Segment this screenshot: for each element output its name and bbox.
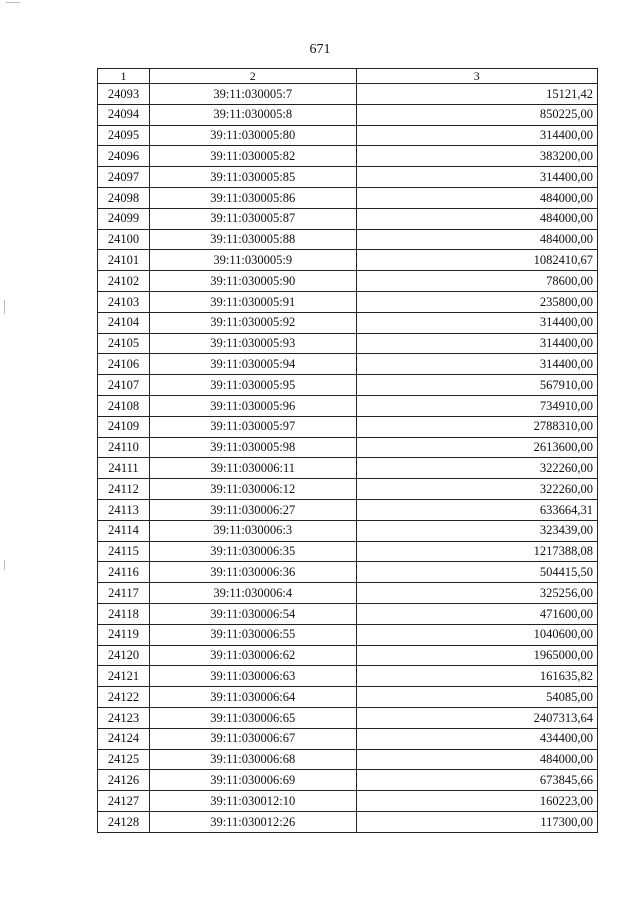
table-row [98, 437, 598, 458]
cadastral-value: 161635,82 [356, 666, 597, 687]
table-row [98, 125, 598, 146]
cadastral-value: 322260,00 [356, 479, 597, 500]
row-number: 24120 [98, 645, 150, 666]
header-row [98, 69, 598, 84]
cadastral-number: 39:11:030005:94 [149, 354, 356, 375]
row-number: 24124 [98, 728, 150, 749]
cadastral-value: 235800,00 [356, 291, 597, 312]
table-row [98, 749, 598, 770]
table-row [98, 728, 598, 749]
table-row [98, 84, 598, 105]
row-number: 24125 [98, 749, 150, 770]
row-number: 24117 [98, 583, 150, 604]
row-number: 24102 [98, 271, 150, 292]
cadastral-number: 39:11:030005:9 [149, 250, 356, 271]
cadastral-value: 322260,00 [356, 458, 597, 479]
cadastral-number: 39:11:030006:64 [149, 687, 356, 708]
row-number: 24114 [98, 520, 150, 541]
table-row [98, 499, 598, 520]
cadastral-number: 39:11:030006:3 [149, 520, 356, 541]
cadastral-value: 314400,00 [356, 333, 597, 354]
table-row [98, 333, 598, 354]
table-row [98, 187, 598, 208]
cadastral-value: 314400,00 [356, 354, 597, 375]
row-number: 24099 [98, 208, 150, 229]
cadastral-number: 39:11:030006:65 [149, 707, 356, 728]
cadastral-number: 39:11:030005:95 [149, 375, 356, 396]
cadastral-number: 39:11:030006:35 [149, 541, 356, 562]
table-row [98, 687, 598, 708]
table-row [98, 271, 598, 292]
cadastral-number: 39:11:030005:86 [149, 187, 356, 208]
table-row [98, 541, 598, 562]
cadastral-number: 39:11:030006:12 [149, 479, 356, 500]
row-number: 24128 [98, 811, 150, 832]
table-row [98, 146, 598, 167]
cadastral-number: 39:11:030005:85 [149, 167, 356, 188]
row-number: 24108 [98, 395, 150, 416]
cadastral-value: 484000,00 [356, 749, 597, 770]
cadastral-number: 39:11:030006:69 [149, 770, 356, 791]
table-row [98, 354, 598, 375]
cadastral-value: 160223,00 [356, 791, 597, 812]
scan-mark [4, 560, 5, 570]
cadastral-value: 504415,50 [356, 562, 597, 583]
row-number: 24095 [98, 125, 150, 146]
table-row [98, 583, 598, 604]
scan-mark [4, 300, 5, 314]
cadastral-value: 1082410,67 [356, 250, 597, 271]
cadastral-number: 39:11:030005:90 [149, 271, 356, 292]
cadastral-number: 39:11:030006:27 [149, 499, 356, 520]
row-number: 24111 [98, 458, 150, 479]
cadastral-number: 39:11:030006:67 [149, 728, 356, 749]
cadastral-number: 39:11:030006:62 [149, 645, 356, 666]
row-number: 24113 [98, 499, 150, 520]
table-row [98, 645, 598, 666]
cadastral-number: 39:11:030012:26 [149, 811, 356, 832]
table-row [98, 229, 598, 250]
cadastral-value: 471600,00 [356, 603, 597, 624]
cadastral-value: 1965000,00 [356, 645, 597, 666]
table-row [98, 811, 598, 832]
cadastral-value: 673845,66 [356, 770, 597, 791]
cadastral-value: 2788310,00 [356, 416, 597, 437]
cadastral-value: 484000,00 [356, 187, 597, 208]
row-number: 24122 [98, 687, 150, 708]
row-number: 24126 [98, 770, 150, 791]
cadastral-value: 323439,00 [356, 520, 597, 541]
row-number: 24097 [98, 167, 150, 188]
table-row [98, 167, 598, 188]
cadastral-value: 850225,00 [356, 104, 597, 125]
cadastral-number: 39:11:030005:97 [149, 416, 356, 437]
table-body [98, 84, 598, 833]
cadastral-value: 325256,00 [356, 583, 597, 604]
row-number: 24118 [98, 603, 150, 624]
table-row [98, 603, 598, 624]
cadastral-number: 39:11:030005:91 [149, 291, 356, 312]
cadastral-value: 54085,00 [356, 687, 597, 708]
row-number: 24109 [98, 416, 150, 437]
table-row [98, 395, 598, 416]
row-number: 24098 [98, 187, 150, 208]
table-header [98, 69, 598, 84]
cadastral-number: 39:11:030005:96 [149, 395, 356, 416]
table-row [98, 291, 598, 312]
cadastral-value: 383200,00 [356, 146, 597, 167]
row-number: 24127 [98, 791, 150, 812]
cadastral-value: 567910,00 [356, 375, 597, 396]
cadastral-value: 734910,00 [356, 395, 597, 416]
table-row [98, 707, 598, 728]
cadastral-value: 78600,00 [356, 271, 597, 292]
cadastral-value: 314400,00 [356, 312, 597, 333]
cadastral-number: 39:11:030005:88 [149, 229, 356, 250]
column-header-1: 1 [98, 69, 150, 84]
row-number: 24103 [98, 291, 150, 312]
row-number: 24116 [98, 562, 150, 583]
column-header-3: 3 [356, 69, 597, 84]
cadastral-value-table [97, 68, 598, 833]
cadastral-number: 39:11:030005:93 [149, 333, 356, 354]
page-number: 671 [309, 42, 331, 57]
row-number: 24106 [98, 354, 150, 375]
cadastral-number: 39:11:030012:10 [149, 791, 356, 812]
scan-mark [6, 2, 20, 3]
table-row [98, 562, 598, 583]
table-row [98, 520, 598, 541]
table-row [98, 375, 598, 396]
row-number: 24107 [98, 375, 150, 396]
table-row [98, 208, 598, 229]
cadastral-value: 117300,00 [356, 811, 597, 832]
row-number: 24112 [98, 479, 150, 500]
cadastral-number: 39:11:030006:36 [149, 562, 356, 583]
cadastral-number: 39:11:030006:63 [149, 666, 356, 687]
row-number: 24119 [98, 624, 150, 645]
column-header-2: 2 [149, 69, 356, 84]
row-number: 24093 [98, 84, 150, 105]
cadastral-number: 39:11:030005:8 [149, 104, 356, 125]
table-row [98, 416, 598, 437]
cadastral-value: 15121,42 [356, 84, 597, 105]
row-number: 24115 [98, 541, 150, 562]
row-number: 24100 [98, 229, 150, 250]
table-row [98, 479, 598, 500]
cadastral-number: 39:11:030005:98 [149, 437, 356, 458]
table-row [98, 250, 598, 271]
cadastral-number: 39:11:030006:11 [149, 458, 356, 479]
table-row [98, 458, 598, 479]
cadastral-number: 39:11:030006:4 [149, 583, 356, 604]
cadastral-value: 314400,00 [356, 125, 597, 146]
cadastral-value: 2407313,64 [356, 707, 597, 728]
row-number: 24105 [98, 333, 150, 354]
cadastral-value: 2613600,00 [356, 437, 597, 458]
table-row [98, 104, 598, 125]
row-number: 24101 [98, 250, 150, 271]
cadastral-number: 39:11:030005:82 [149, 146, 356, 167]
row-number: 24096 [98, 146, 150, 167]
cadastral-number: 39:11:030006:55 [149, 624, 356, 645]
cadastral-value: 484000,00 [356, 229, 597, 250]
table-row [98, 791, 598, 812]
row-number: 24123 [98, 707, 150, 728]
cadastral-value: 484000,00 [356, 208, 597, 229]
cadastral-value: 633664,31 [356, 499, 597, 520]
cadastral-number: 39:11:030005:80 [149, 125, 356, 146]
table-row [98, 312, 598, 333]
table-row [98, 770, 598, 791]
cadastral-number: 39:11:030005:87 [149, 208, 356, 229]
table-row [98, 624, 598, 645]
row-number: 24104 [98, 312, 150, 333]
table-row [98, 666, 598, 687]
row-number: 24121 [98, 666, 150, 687]
cadastral-number: 39:11:030005:7 [149, 84, 356, 105]
cadastral-value: 1217388,08 [356, 541, 597, 562]
row-number: 24094 [98, 104, 150, 125]
cadastral-number: 39:11:030006:54 [149, 603, 356, 624]
row-number: 24110 [98, 437, 150, 458]
cadastral-number: 39:11:030005:92 [149, 312, 356, 333]
cadastral-value: 314400,00 [356, 167, 597, 188]
cadastral-value: 434400,00 [356, 728, 597, 749]
cadastral-value: 1040600,00 [356, 624, 597, 645]
cadastral-number: 39:11:030006:68 [149, 749, 356, 770]
